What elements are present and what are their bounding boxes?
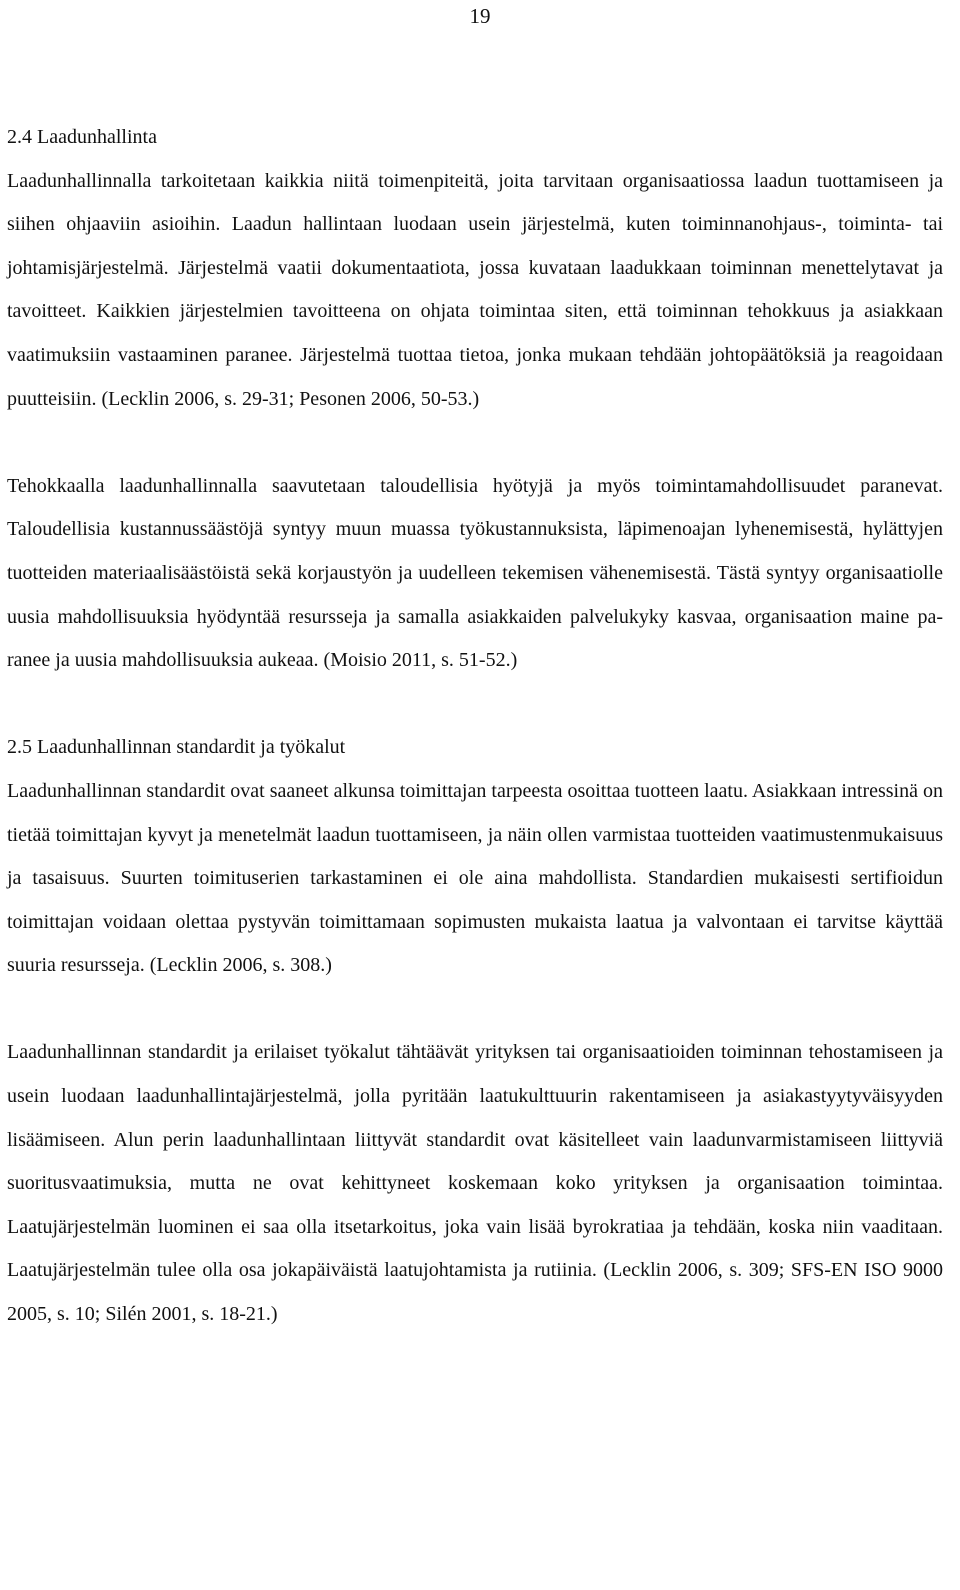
body-paragraph: Laadunhallinnan standardit ja erilaiset työkalut tähtäävät yrityksen tai organisaatioiden toiminnan tehostamiseen ja usein luodaan laadunhallintajärjestelmä, jolla pyritään laatukulttuurin rakentamiseen ja asiakastyytyväisyyden lisäämiseen. Alun perin laadunhallintaan liittyvät standardit ovat käsitelleet vain laadunvarmistamiseen liittyviä suoritusvaatimuksia, mutta ne ovat kehittyneet koskemaan koko yrityksen ja organisaation toimintaa. Laatujärjestelmän luominen ei saa olla itsetarkoitus, joka vain lisää byrokratiaa ja tehdään, koska niin vaaditaan. Laatujärjestelmän tulee olla osa jokapäiväistä laatujohtamista ja rutiinia. (Lecklin 2006, s. 309; SFS-EN ISO 9000 2005, s. 10; Silén 2001, s. 18-21.) xyxy=(7,1041,943,1326)
section-heading-standardit: 2.5 Laadunhallinnan standardit ja työkalut xyxy=(7,736,346,759)
document-body xyxy=(7,116,943,1337)
section-spacer xyxy=(7,683,943,727)
paragraph-spacer xyxy=(7,988,943,1032)
body-paragraph: Laadunhallinnan standardit ovat saaneet alkunsa toimittajan tarpeesta osoittaa tuotteen laatu. Asiakkaan intressinä on tietää toimittajan kyvyt ja menetelmät laadun tuottamiseen, ja näin ollen varmistaa tuotteiden vaatimustenmukaisuus ja tasaisuus. Suurten toimituserien tarkastaminen ei ole aina mahdollista. Standardien mukaisesti sertifioidun toimittajan voidaan olettaa pystyvän toimittamaan sopimusten mukaista laatua ja valvontaan ei tarvitse käyttää suuria resursseja. (Lecklin 2006, s. 308.) xyxy=(7,779,943,977)
page-number: 19 xyxy=(469,4,491,28)
body-paragraph: Laadunhallinnalla tarkoitetaan kaikkia niitä toimenpiteitä, joita tarvitaan organisaatiossa laadun tuottamiseen ja siihen ohjaaviin asioihin. Laadun hallintaan luodaan usein järjestelmä, kuten toiminnanohjaus-, toiminta- tai johtamisjärjestelmä. Järjestelmä vaatii dokumentaatiota, jossa kuvataan laadukkaan toiminnan menettelytavat ja tavoitteet. Kaikkien järjestelmien tavoitteena on ohjata toimintaa siten, että toiminnan tehokkuus ja asiakkaan vaatimuksiin vastaaminen paranee. Järjestelmä tuottaa tietoa, jonka mukaan tehdään johtopäätöksiä ja reagoidaan puutteisiin. (Lecklin 2006, s. 29-31; Pesonen 2006, 50-53.) xyxy=(7,169,943,410)
body-paragraph: Tehokkaalla laadunhallinnalla saavutetaan taloudellisia hyötyjä ja myös toimintamahdollisuudet paranevat. Taloudellisia kustannussäästöjä syntyy muun muassa työkustannuksista, läpimenoajan lyhenemisestä, hylättyjen tuotteiden materiaalisäästöistä sekä korjaustyön ja uudelleen tekemisen vähenemisestä. Tästä syntyy organisaatiolle uusia mahdollisuuksia hyödyntää resursseja ja samalla asiakkaiden palvelukyky kasvaa, organisaation maine paranee ja uusia mahdollisuuksia aukeaa. (Moisio 2011, s. 51-52.) xyxy=(7,474,943,672)
section-heading-laadunhallinta: 2.4 Laadunhallinta xyxy=(7,126,157,148)
paragraph-spacer xyxy=(7,421,943,465)
